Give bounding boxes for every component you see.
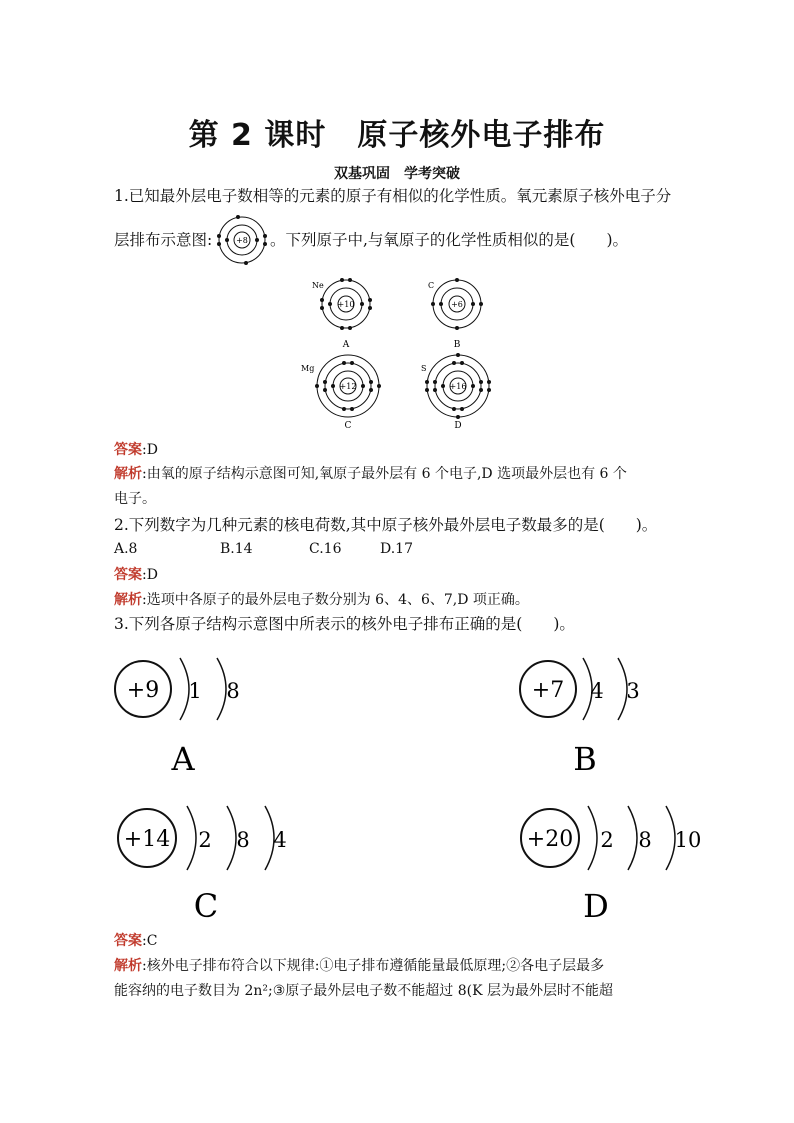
q2-analysis bbox=[114, 590, 529, 610]
q1-analysis-label: 解析 bbox=[114, 466, 142, 482]
q1-stem-line1: 1.已知最外层电子数相等的元素的原子有相似的化学性质。氧元素原子核外电子分 bbox=[114, 187, 672, 205]
diagram-d-shell-3: 10 bbox=[674, 828, 702, 852]
q1-answer-value: :D bbox=[142, 442, 158, 458]
diagram-c-shell-1: 2 bbox=[198, 828, 212, 852]
q3-answer-label: 答案 bbox=[114, 933, 142, 949]
diagram-b-shell-1: 4 bbox=[590, 679, 604, 703]
diagram-d-nucleus: +20 bbox=[526, 827, 574, 852]
section-subtitle: 双基巩固 学考突破 bbox=[334, 166, 460, 182]
option-a-nucleus: +10 bbox=[337, 300, 355, 309]
diagram-d-shell-1: 2 bbox=[600, 828, 614, 852]
oxygen-atom-diagram bbox=[214, 212, 270, 268]
diagram-c-letter: C bbox=[193, 887, 219, 925]
q3-analysis-line2: 能容纳的电子数目为 2n²;③原子最外层电子数不能超过 8(K 层为最外层时不能超 bbox=[114, 983, 613, 999]
diagram-a-nucleus: +9 bbox=[126, 678, 160, 703]
option-b-atom bbox=[428, 278, 483, 350]
q2-analysis-label: 解析 bbox=[114, 592, 142, 608]
oxygen-nucleus-label: +8 bbox=[236, 236, 248, 245]
page-title: 第 2 课时 原子核外电子排布 bbox=[188, 118, 606, 153]
diagram-c bbox=[118, 806, 287, 925]
q3-answer bbox=[114, 931, 157, 951]
diagram-a bbox=[115, 658, 240, 778]
q3-analysis-text-1: :核外电子排布符合以下规律:①电子排布遵循能量最低原理;②各电子层最多 bbox=[142, 958, 605, 974]
q2-stem: 2.下列数字为几种元素的核电荷数,其中原子核外最外层电子数最多的是( )。 bbox=[114, 516, 658, 534]
q3-answer-value: :C bbox=[142, 933, 158, 949]
diagram-d-shell-2: 8 bbox=[638, 828, 652, 852]
diagram-d-letter: D bbox=[583, 887, 609, 925]
q2-answer-value: :D bbox=[142, 567, 158, 583]
q1-options-figure bbox=[300, 275, 500, 435]
option-b-nucleus: +6 bbox=[451, 300, 463, 309]
diagram-b bbox=[520, 658, 640, 778]
q1-stem-line2-pre: 层排布示意图: bbox=[114, 231, 213, 249]
diagram-a-letter: A bbox=[171, 740, 195, 778]
option-b-symbol: C bbox=[428, 281, 435, 290]
q2-answer-label: 答案 bbox=[114, 567, 142, 583]
option-c-nucleus: +12 bbox=[339, 382, 357, 391]
diagram-a-shell-2: 8 bbox=[226, 679, 240, 703]
option-d-symbol: S bbox=[421, 364, 427, 373]
q2-answer bbox=[114, 565, 158, 585]
option-a-symbol: Ne bbox=[312, 281, 324, 290]
option-a-letter: A bbox=[342, 340, 350, 350]
option-d-atom bbox=[421, 353, 491, 431]
q2-option-a: A.8 bbox=[114, 541, 138, 557]
q2-analysis-text: :选项中各原子的最外层电子数分别为 6、4、6、7,D 项正确。 bbox=[142, 592, 529, 608]
q1-answer bbox=[114, 440, 158, 460]
diagram-d bbox=[521, 806, 701, 925]
diagram-b-letter: B bbox=[573, 740, 597, 778]
q1-analysis-line1 bbox=[114, 464, 627, 484]
q3-analysis-line1 bbox=[114, 956, 604, 976]
q2-option-b: B.14 bbox=[220, 541, 253, 557]
diagram-c-shell-2: 8 bbox=[236, 828, 250, 852]
option-c-symbol: Mg bbox=[301, 364, 315, 373]
q3-stem: 3.下列各原子结构示意图中所表示的核外电子排布正确的是( )。 bbox=[114, 615, 575, 633]
diagram-c-nucleus: +14 bbox=[123, 827, 171, 852]
option-a-atom bbox=[312, 278, 372, 350]
option-c-letter: C bbox=[344, 421, 352, 431]
q3-diagrams-figure bbox=[110, 650, 710, 930]
q1-answer-label: 答案 bbox=[114, 442, 142, 458]
diagram-b-nucleus: +7 bbox=[531, 678, 565, 703]
q1-stem-line2-post: 。下列原子中,与氧原子的化学性质相似的是( )。 bbox=[270, 231, 629, 249]
diagram-c-shell-3: 4 bbox=[273, 828, 287, 852]
option-d-nucleus: +16 bbox=[449, 382, 467, 391]
option-b-letter: B bbox=[453, 340, 461, 350]
diagram-a-shell-1: 1 bbox=[188, 679, 202, 703]
q1-analysis-text-1: :由氧的原子结构示意图可知,氧原子最外层有 6 个电子,D 选项最外层也有 6 个 bbox=[142, 466, 627, 482]
q1-analysis-line2: 电子。 bbox=[114, 491, 156, 507]
q2-option-d: D.17 bbox=[380, 541, 413, 557]
diagram-b-shell-2: 3 bbox=[626, 679, 640, 703]
option-d-letter: D bbox=[454, 421, 462, 431]
q3-analysis-label: 解析 bbox=[114, 958, 142, 974]
q2-option-c: C.16 bbox=[309, 541, 342, 557]
option-c-atom bbox=[301, 355, 381, 431]
